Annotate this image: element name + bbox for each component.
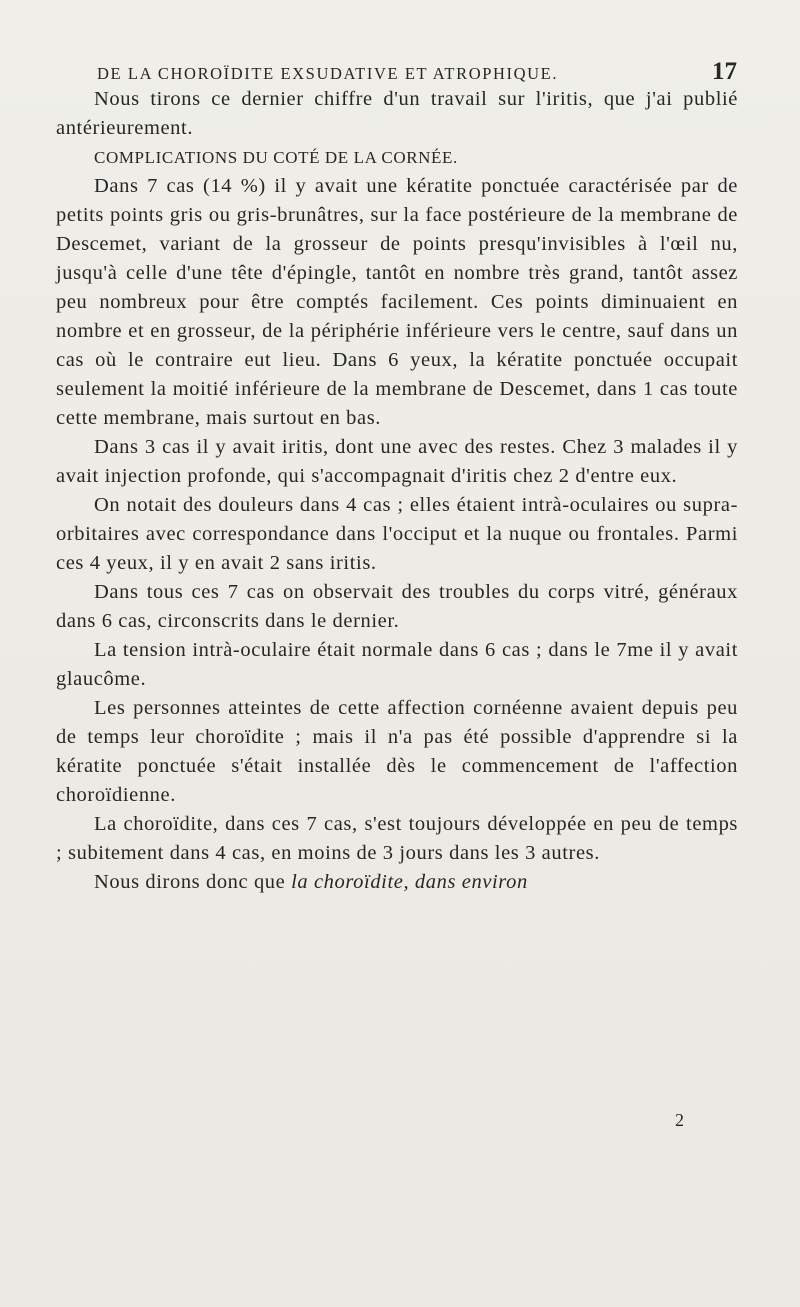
page-number: 17 (712, 58, 737, 85)
paragraph-corps-vitre: Dans tous ces 7 cas on observait des troubles du corps vitré, généraux dans 6 cas, circonscrits dans le dernier. (56, 581, 738, 632)
paragraph-conclusion (56, 868, 738, 897)
section-heading: COMPLICATIONS DU COTÉ DE LA CORNÉE. (94, 148, 458, 167)
conclusion-italic: la choroïdite, dans environ (291, 871, 528, 893)
paragraph-intro: Nous tirons ce dernier chiffre d'un travail sur l'iritis, que j'ai publié antérieurement. (56, 88, 738, 139)
paragraph-keratite: Dans 7 cas (14 %) il y avait une kératite ponctuée caractérisée par de petits points gris ou gris-brunâtres, sur la face postérieure de la membrane de Descemet, variant de la grosseur de points presqu'invisibles à l'œil nu, jusqu'à celle d'une tête d'épingle, tantôt en nombre très grand, tantôt assez peu nombreux pour être comptés facilement. Ces points diminuaient en nombre et en grosseur, de la périphérie inférieure vers le centre, sauf dans un cas où le contraire eut lieu. Dans 6 yeux, la kératite ponctuée occupait seulement la moitié inférieure de la membrane de Descemet, dans 1 cas toute cette membrane, mais surtout en bas. (56, 175, 738, 429)
running-head: DE LA CHOROÏDITE EXSUDATIVE ET ATROPHIQUE. (97, 64, 559, 83)
paragraph-personnes: Les personnes atteintes de cette affection cornéenne avaient depuis peu de temps leur choroïdite ; mais il n'a pas été possible d'apprendre si la kératite ponctuée s'était installée dès le commencement de l'affection choroïdienne. (56, 697, 738, 806)
conclusion-lead: Nous dirons donc que (94, 871, 292, 893)
paragraph-choroidite: La choroïdite, dans ces 7 cas, s'est toujours développée en peu de temps ; subitement dans 4 cas, en moins de 3 jours dans les 3 autres. (56, 813, 738, 864)
paragraph-iritis: Dans 3 cas il y avait iritis, dont une avec des restes. Chez 3 malades il y avait injection profonde, qui s'accompagnait d'iritis chez 2 d'entre eux. (56, 436, 738, 487)
body-text (56, 85, 738, 897)
paragraph-douleurs: On notait des douleurs dans 4 cas ; elles étaient intrà-oculaires ou supra-orbitaires avec correspondance dans l'occiput et la nuque ou frontales. Parmi ces 4 yeux, il y en avait 2 sans iritis. (56, 494, 738, 574)
paragraph-tension: La tension intrà-oculaire était normale dans 6 cas ; dans le 7me il y avait glaucôme. (56, 639, 738, 690)
signature-mark: 2 (675, 1110, 684, 1130)
